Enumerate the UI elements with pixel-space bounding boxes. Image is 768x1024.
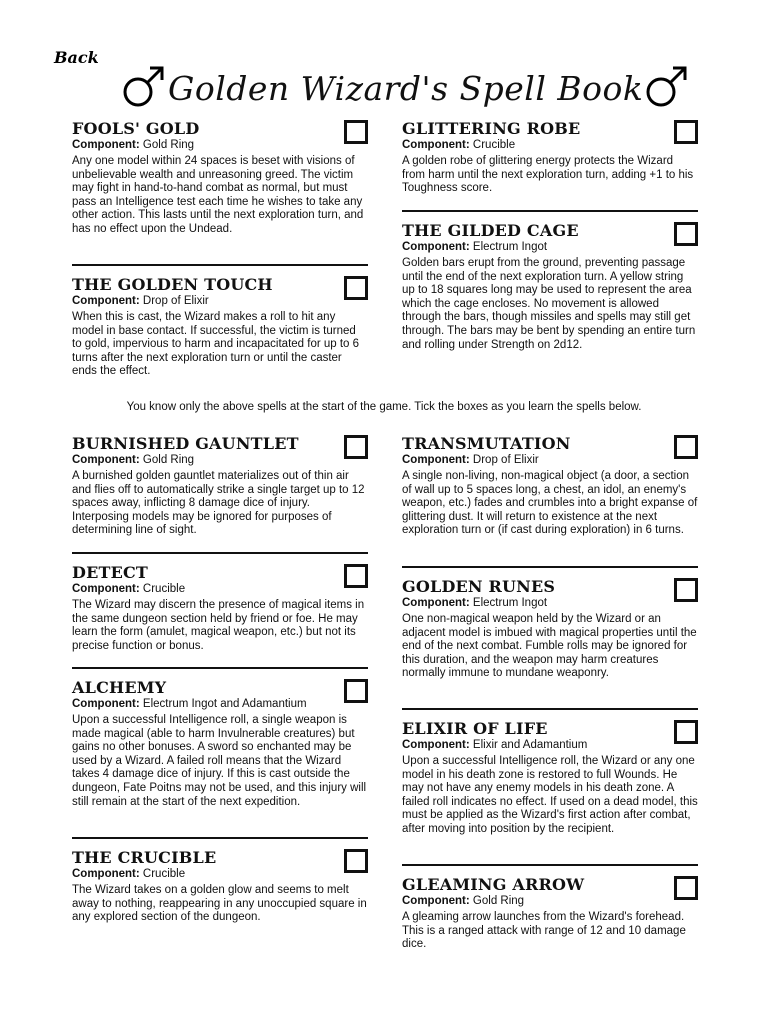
spell-checkbox[interactable] [674,578,698,602]
spell-checkbox[interactable] [344,564,368,588]
instructions-note: You know only the above spells at the start of the game. Tick the boxes as you learn the spells below. [126,401,642,413]
spell-component: Component: Drop of Elixir [402,454,539,466]
spell-fools-gold [72,120,368,237]
spell-description: A gleaming arrow launches from the Wizard's forehead. This is a ranged attack with range of 12 and 10 damage dice. [402,911,686,951]
spell-description: Any one model within 24 spaces is beset with visions of unbelievable wealth and unreasoning greed. The victim may fight in hand-to-hand combat as normal, but must pass an Intelligence test each time he wishes to take any other action. This lasts until the next exploration turn, and has no effect upon the Undead. [72,155,364,235]
back-link[interactable]: Back [54,48,99,67]
spell-golden-runes [402,578,698,681]
page-title: Golden Wizard's Spell Book [168,68,644,108]
spell-glittering-robe [402,120,698,196]
spell-checkbox[interactable] [344,435,368,459]
spell-name: GLEAMING ARROW [402,875,585,894]
spell-component: Component: Elixir and Adamantium [402,739,588,751]
spell-component: Component: Crucible [72,583,186,595]
spell-description: Upon a successful Intelligence roll, a single weapon is made magical (able to harm Invulnerable creatures) but gains no other bonuses. A sword so enchanted may be used by a Wizard. A failed roll means that the Wizard takes 4 damage dice of injury. If this is cast outside the dungeon, Fate Poitns may not be used, and this injury will still remain at the start of the next expedition. [72,714,367,808]
spell-component: Component: Gold Ring [72,454,195,466]
spell-name: BURNISHED GAUNTLET [72,434,299,453]
mars-symbol-icon [643,62,691,115]
spell-transmutation [402,435,698,538]
spell-burnished-gauntlet [72,435,368,538]
spell-checkbox[interactable] [344,849,368,873]
spell-description: The Wizard takes on a golden glow and seems to melt away to nothing, reappearing in any unoccupied square in any explored section of the dungeon. [72,884,367,924]
spell-name: GLITTERING ROBE [402,119,581,138]
spell-checkbox[interactable] [674,876,698,900]
spell-golden-touch [72,276,368,379]
spell-component: Component: Crucible [72,868,186,880]
spell-detect [72,564,368,653]
spell-name: THE GOLDEN TOUCH [72,275,273,294]
spell-description: A golden robe of glittering energy protects the Wizard from harm until the next exploration turn, adding +1 to his Toughness score. [402,155,694,195]
spell-description: A burnished golden gauntlet materializes out of thin air and flies off to automatically strike a single target up to 12 spaces away, inflicting 8 damage dice of injury. Interposing models may be ignored for purposes of determining line of sight. [72,470,365,537]
spell-name: FOOLS' GOLD [72,119,200,138]
spell-checkbox[interactable] [674,222,698,246]
spell-description: Golden bars erupt from the ground, preventing passage until the end of the next exploration turn. A yellow string up to 18 squares long may be used to represent the area which the cage encloses. No movement is allowed through the bars, though missiles and spells may still get through. The bars may be bent by spending an entire turn and rolling under Strength on 2d12. [402,257,696,351]
spell-component: Component: Gold Ring [402,895,525,907]
spell-description: Upon a successful Intelligence roll, the Wizard or any one model in his death zone is restored to full Wounds. He may not have any enemy models in his death zone. A failed roll indicates no effect. If used on a dead model, this must be applied as the Wizard's first action after combat, after moving into position by the recipient. [402,755,698,835]
spell-name: THE GILDED CAGE [402,221,579,240]
spell-the-crucible [72,849,368,925]
spell-component: Component: Crucible [402,139,516,151]
spell-component: Component: Electrum Ingot [402,597,548,609]
spell-name: TRANSMUTATION [402,434,571,453]
spell-checkbox[interactable] [344,679,368,703]
spell-component: Component: Gold Ring [72,139,195,151]
spell-checkbox[interactable] [344,276,368,300]
spell-checkbox[interactable] [344,120,368,144]
spell-component: Component: Electrum Ingot [402,241,548,253]
spell-name: ALCHEMY [72,678,167,697]
spell-description: When this is cast, the Wizard makes a roll to hit any model in base contact. If successful, the victim is turned to gold, impervious to harm and incapacitated for up to 6 turns after the next exploration turn or until the caster ends the effect. [72,311,360,378]
spell-checkbox[interactable] [674,720,698,744]
spell-name: ELIXIR OF LIFE [402,719,548,738]
mars-symbol-icon [120,62,168,115]
spell-component: Component: Electrum Ingot and Adamantium [72,698,307,710]
spell-description: One non-magical weapon held by the Wizard or an adjacent model is imbued with magical properties until the end of the next combat. Fumble rolls may be ignored for this duration, and the weapon may harm creatures normally immune to mundane weaponry. [402,613,697,680]
spell-gilded-cage [402,222,698,352]
spell-name: GOLDEN RUNES [402,577,556,596]
spell-component: Component: Drop of Elixir [72,295,209,307]
spell-checkbox[interactable] [674,435,698,459]
page-header [120,60,648,116]
spell-alchemy [72,679,368,809]
spell-description: The Wizard may discern the presence of magical items in the same dungeon section held by friend or foe. He may learn the form (amulet, magical weapon, etc.) but not its precise function or bonus. [72,599,365,652]
spell-name: DETECT [72,563,149,582]
spell-elixir-of-life [402,720,698,837]
spell-checkbox[interactable] [674,120,698,144]
spell-gleaming-arrow [402,876,698,952]
spell-description: A single non-living, non-magical object (a door, a section of wall up to 5 spaces long, a chest, an idol, an enemy's weapon, etc.) fades and crumbles into a bright expanse of glittering dust. It will return to existence at the next exploration turn or (if cast during exploration) in 6 turns. [402,470,698,537]
spell-name: THE CRUCIBLE [72,848,217,867]
